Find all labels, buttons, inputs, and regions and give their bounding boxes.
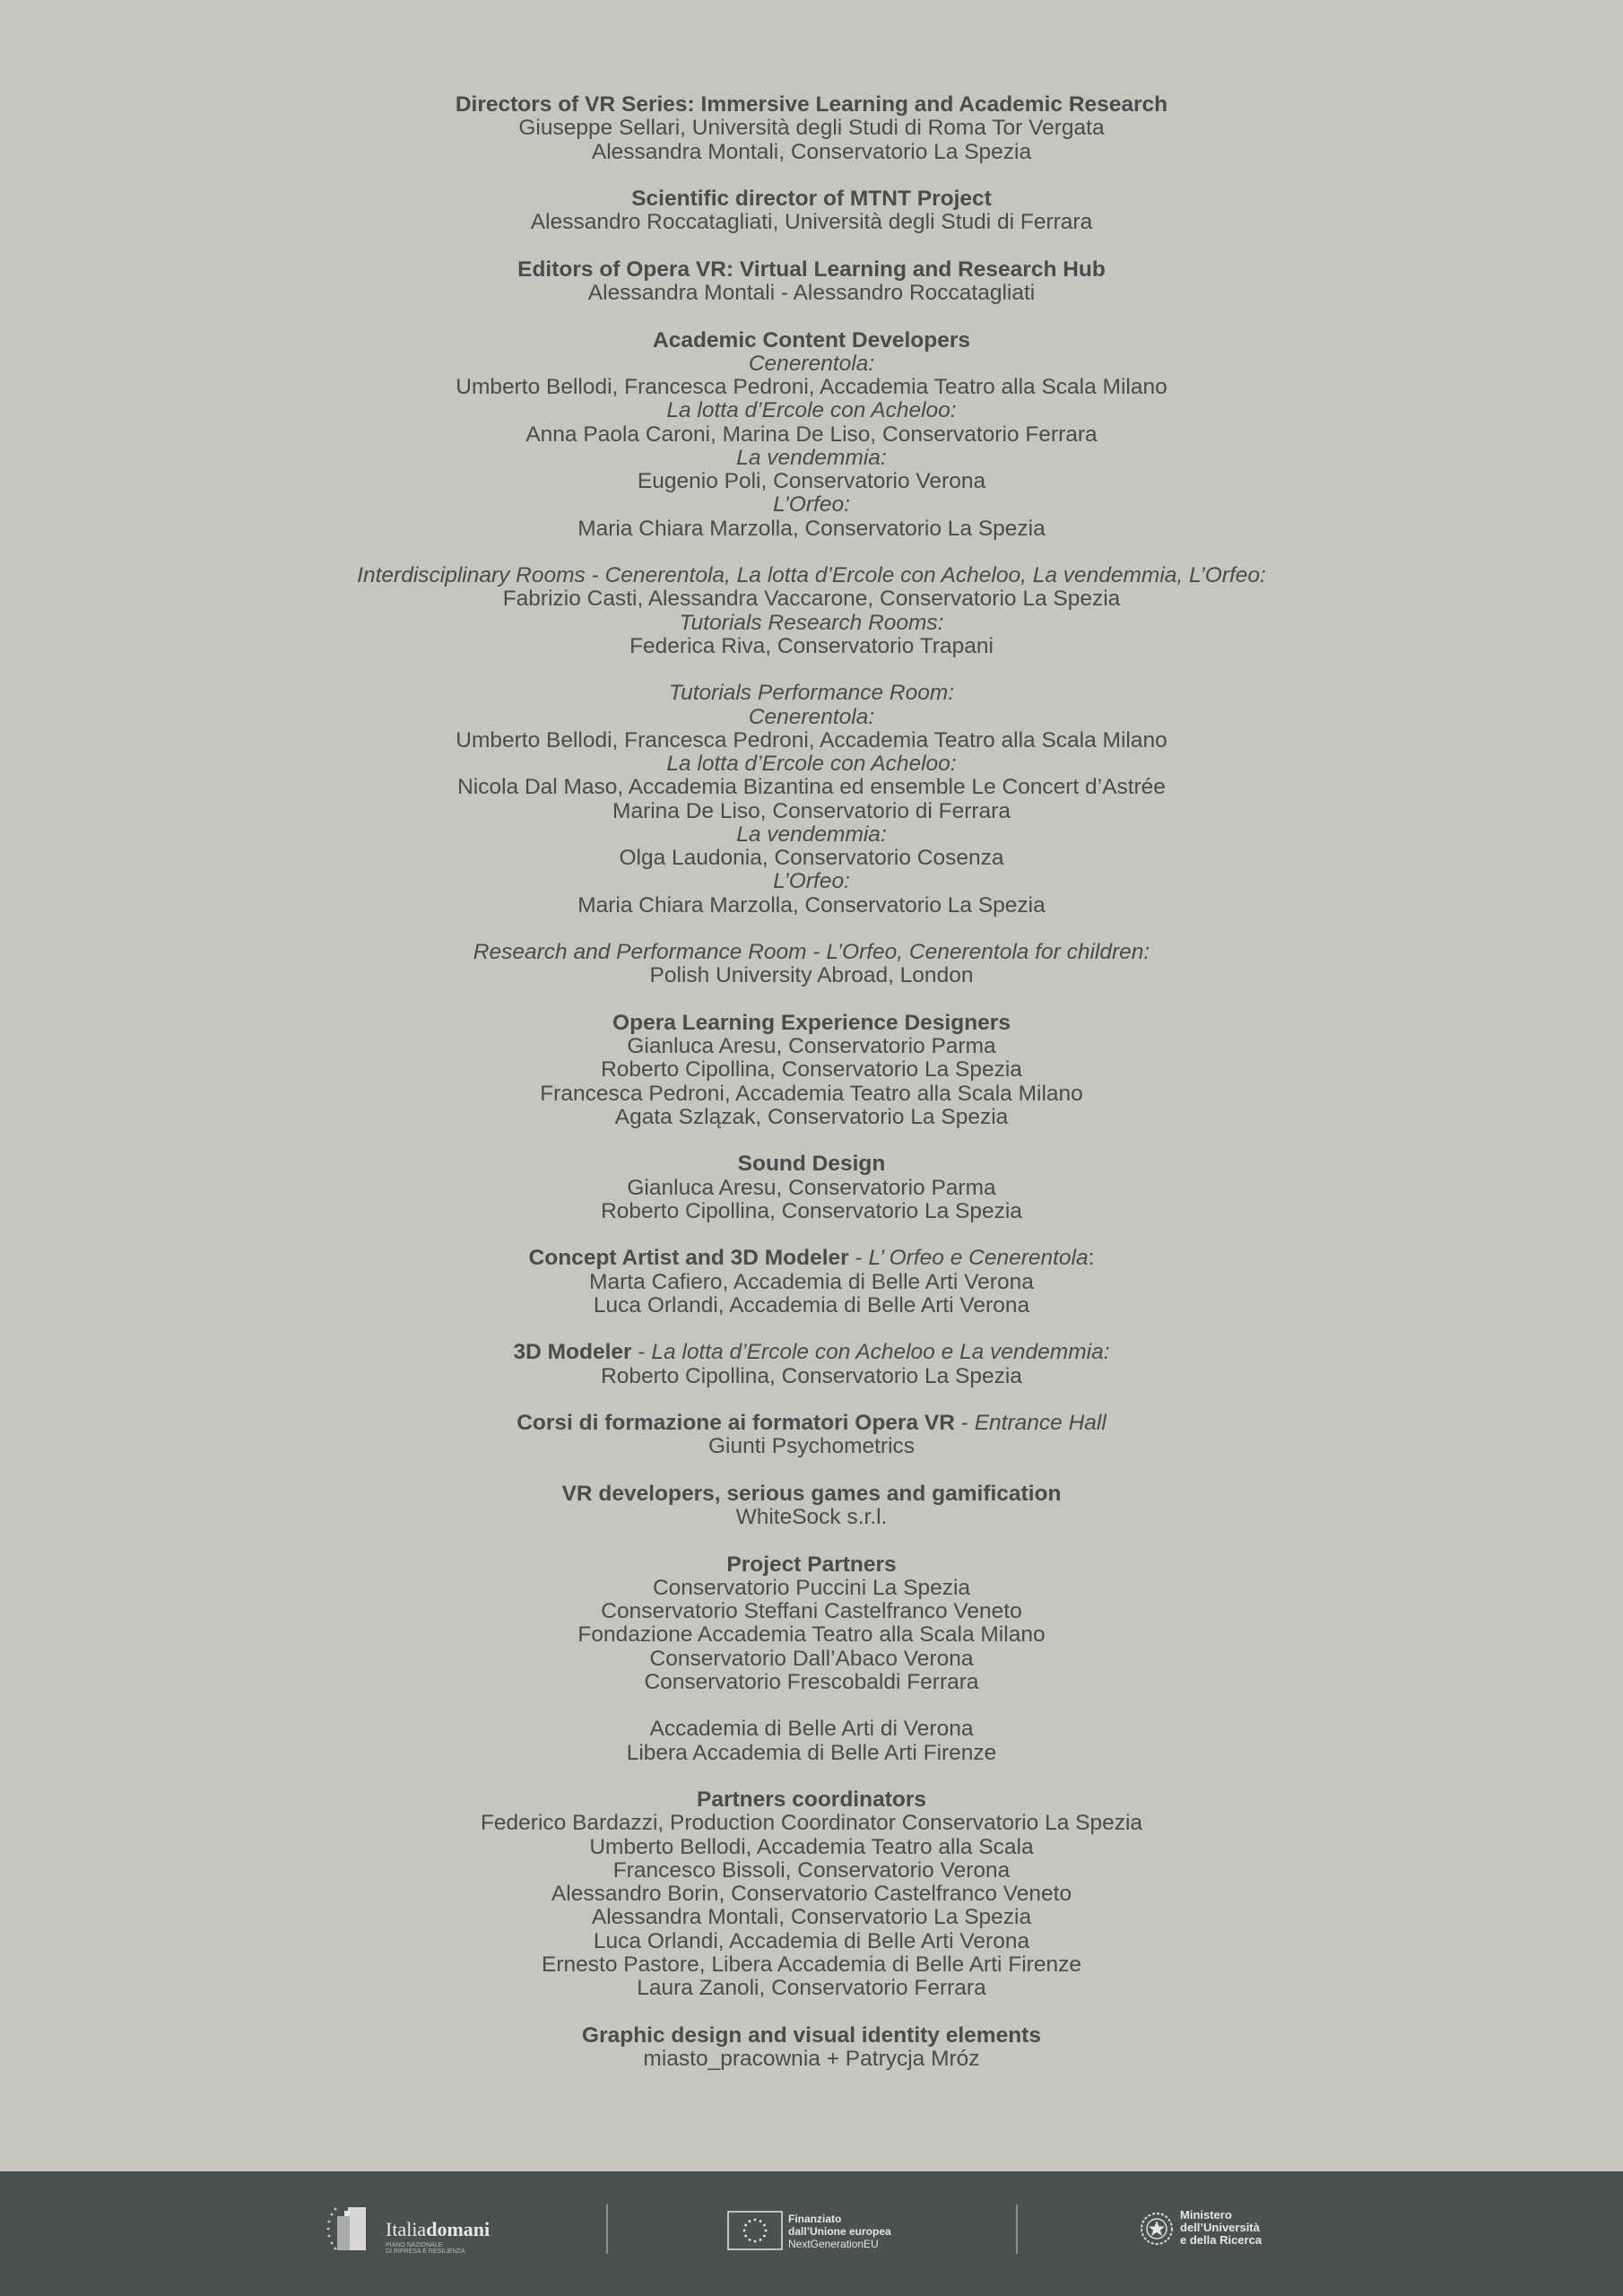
credit-text: Alessandro Borin, Conservatorio Castelfranco Veneto xyxy=(551,1882,1072,1906)
credit-block xyxy=(0,1412,1623,1459)
credit-text: Francesco Bissoli, Conservatorio Verona xyxy=(612,1857,1011,1883)
credit-text: - xyxy=(954,1411,975,1435)
credit-heading: Concept Artist and 3D Modeler xyxy=(528,1246,849,1271)
credit-text: Conservatorio Dall’Abaco Verona xyxy=(649,1646,974,1671)
credit-block xyxy=(0,1483,1623,1530)
credit-subheading: La lotta d’Ercole con Acheloo: xyxy=(666,752,957,776)
credit-line xyxy=(0,493,1623,517)
credit-line xyxy=(0,776,1623,799)
credit-line xyxy=(0,1435,1623,1458)
credit-line xyxy=(0,1883,1623,1906)
credit-line xyxy=(0,1859,1623,1883)
credit-text: - xyxy=(631,1340,652,1365)
credit-line xyxy=(0,517,1623,541)
footer-logo-bar xyxy=(0,2171,1623,2296)
credit-text: Olga Laudonia, Conservatorio Cosenza xyxy=(619,846,1004,870)
credit-line xyxy=(0,399,1623,422)
credit-text: Roberto Cipollina, Conservatorio La Spezia xyxy=(601,1057,1022,1083)
credit-block xyxy=(0,1247,1623,1318)
credit-heading: Directors of VR Series: Immersive Learning and Academic Research xyxy=(455,92,1168,117)
credit-block xyxy=(0,187,1623,235)
italia-flag-icon xyxy=(325,2205,380,2254)
credit-text: Accademia di Belle Arti di Verona xyxy=(649,1717,974,1742)
credit-text: - xyxy=(848,1246,869,1271)
credit-subheading: Tutorials Research Rooms: xyxy=(679,610,944,635)
eu-flag-icon xyxy=(727,2211,783,2250)
credit-line xyxy=(0,1648,1623,1671)
credit-text: Conservatorio Steffani Castelfranco Veneto xyxy=(601,1599,1022,1623)
credit-text: Roberto Cipollina, Conservatorio La Spezia xyxy=(601,1198,1022,1223)
italia-domani-logo xyxy=(325,2205,495,2256)
credit-heading: VR developers, serious games and gamification xyxy=(561,1481,1062,1506)
credit-line xyxy=(0,1906,1623,1929)
credit-line xyxy=(0,823,1623,847)
eu-funding-logo xyxy=(727,2211,907,2254)
credit-subheading: La lotta d’Ercole con Acheloo e La vendemmia: xyxy=(651,1340,1110,1365)
credit-line xyxy=(0,117,1623,140)
credit-line xyxy=(0,1106,1623,1129)
credit-line xyxy=(0,706,1623,729)
credit-heading: Graphic design and visual identity elements xyxy=(582,2022,1041,2048)
credit-heading: 3D Modeler xyxy=(513,1340,632,1365)
ministry-logo-line3: e della Ricerca xyxy=(1180,2233,1263,2247)
credit-line xyxy=(0,258,1623,282)
credit-line xyxy=(0,447,1623,470)
credit-line xyxy=(0,635,1623,658)
credit-line xyxy=(0,1247,1623,1270)
credit-line xyxy=(0,847,1623,870)
credit-subheading: Interdisciplinary Rooms - Cenerentola, La lotta d’Ercole con Acheloo, La vendemmia, L’Orfeo: xyxy=(357,563,1266,587)
credit-subheading: La vendemmia: xyxy=(736,445,887,470)
credit-text: Luca Orlandi, Accademia di Belle Arti Verona xyxy=(593,1928,1030,1953)
credit-line xyxy=(0,1412,1623,1435)
credit-line xyxy=(0,800,1623,823)
credit-block xyxy=(0,682,1623,918)
credit-subheading: Tutorials Performance Room: xyxy=(668,681,955,706)
credit-line xyxy=(0,1271,1623,1294)
credit-line xyxy=(0,587,1623,611)
credit-line xyxy=(0,1152,1623,1176)
credit-line xyxy=(0,376,1623,399)
credit-block xyxy=(0,1341,1623,1388)
ministry-logo-line1: Ministero xyxy=(1180,2208,1232,2222)
credit-text: Umberto Bellodi, Accademia Teatro alla Scala xyxy=(589,1834,1034,1859)
credit-subheading: Entrance Hall xyxy=(974,1411,1107,1435)
credit-line xyxy=(0,1671,1623,1694)
credit-line xyxy=(0,941,1623,964)
credit-line xyxy=(0,612,1623,635)
credit-text: Alessandra Montali - Alessandro Roccatagliati xyxy=(587,281,1036,305)
credit-text: Conservatorio Puccini La Spezia xyxy=(652,1575,971,1600)
credit-subheading: La lotta d’Ercole con Acheloo: xyxy=(666,398,957,423)
credit-heading: Corsi di formazione ai formatori Opera VR xyxy=(516,1411,955,1435)
credit-line xyxy=(0,187,1623,211)
credit-line xyxy=(0,352,1623,376)
italia-logo-sub2: DI RIPRESA E RESILIENZA xyxy=(386,2248,465,2255)
credit-text: Federica Riva, Conservatorio Trapani xyxy=(629,633,994,658)
credit-line xyxy=(0,1083,1623,1106)
credit-line xyxy=(0,2048,1623,2071)
credit-heading: Partners coordinators xyxy=(697,1787,926,1812)
footer-divider-1 xyxy=(606,2205,608,2254)
credit-line xyxy=(0,870,1623,893)
credit-subheading: L’Orfeo: xyxy=(773,869,850,894)
credit-text: WhiteSock s.r.l. xyxy=(735,1505,888,1529)
credit-heading: Academic Content Developers xyxy=(653,327,970,352)
credit-text: Gianluca Aresu, Conservatorio Parma xyxy=(627,1175,996,1200)
credit-line xyxy=(0,1200,1623,1223)
credit-line xyxy=(0,1812,1623,1835)
credit-text: Libera Accademia di Belle Arti Firenze xyxy=(626,1740,997,1765)
credit-subheading: Research and Performance Room - L’Orfeo, Cenerentola for children: xyxy=(473,940,1150,964)
credit-text: Ernesto Pastore, Libera Accademia di Belle Arti Firenze xyxy=(542,1952,1081,1977)
credit-text: Federico Bardazzi, Production Coordinator Conservatorio La Spezia xyxy=(480,1811,1143,1836)
credit-text: Roberto Cipollina, Conservatorio La Spezia xyxy=(601,1363,1022,1388)
credit-block xyxy=(0,1788,1623,2000)
italia-logo-suffix: domani xyxy=(426,2218,490,2240)
credit-line xyxy=(0,1483,1623,1506)
credit-heading: Sound Design xyxy=(737,1152,886,1177)
credit-block xyxy=(0,1152,1623,1223)
credit-subheading: Cenerentola: xyxy=(748,351,875,376)
credit-block xyxy=(0,564,1623,658)
credit-line xyxy=(0,894,1623,918)
credit-line xyxy=(0,329,1623,352)
credit-line xyxy=(0,1341,1623,1364)
credit-line xyxy=(0,282,1623,305)
credit-text: Fondazione Accademia Teatro alla Scala Milano xyxy=(577,1622,1046,1648)
credit-block xyxy=(0,1012,1623,1129)
credit-block xyxy=(0,329,1623,541)
credit-subheading: L’ Orfeo e Cenerentola xyxy=(868,1246,1089,1271)
credit-line xyxy=(0,470,1623,493)
credit-subheading: La vendemmia: xyxy=(736,822,887,847)
credit-line xyxy=(0,2024,1623,2048)
credit-line xyxy=(0,1718,1623,1741)
credit-block xyxy=(0,258,1623,306)
credit-line xyxy=(0,1506,1623,1529)
eu-logo-line3: NextGenerationEU xyxy=(788,2238,879,2250)
credit-text: Maria Chiara Marzolla, Conservatorio La Spezia xyxy=(577,892,1046,918)
credit-line xyxy=(0,682,1623,705)
credit-line xyxy=(0,1553,1623,1577)
credits-list xyxy=(0,93,1623,2094)
credit-text: Umberto Bellodi, Francesca Pedroni, Accademia Teatro alla Scala Milano xyxy=(456,727,1167,752)
credit-line xyxy=(0,1742,1623,1765)
credit-line xyxy=(0,1365,1623,1388)
credit-heading: Opera Learning Experience Designers xyxy=(612,1010,1011,1035)
credit-line xyxy=(0,1953,1623,1977)
credit-text: Gianluca Aresu, Conservatorio Parma xyxy=(627,1034,996,1058)
credit-line xyxy=(0,1623,1623,1647)
credit-text: Conservatorio Frescobaldi Ferrara xyxy=(644,1669,979,1694)
credit-text: Eugenio Poli, Conservatorio Verona xyxy=(637,469,986,493)
ministry-logo xyxy=(1139,2207,1300,2252)
credit-text: Maria Chiara Marzolla, Conservatorio La Spezia xyxy=(577,516,1046,541)
eu-logo-line1: Finanziato xyxy=(788,2213,842,2225)
credit-text: Marta Cafiero, Accademia di Belle Arti Verona xyxy=(589,1269,1034,1294)
credit-heading: Project Partners xyxy=(726,1552,897,1577)
credit-line xyxy=(0,729,1623,752)
credit-text: Alessandra Montali, Conservatorio La Spezia xyxy=(591,1905,1032,1930)
credit-line xyxy=(0,1177,1623,1200)
footer-divider-2 xyxy=(1016,2205,1018,2254)
credit-text: miasto_pracownia + Patrycja Mróz xyxy=(643,2046,980,2071)
credit-block xyxy=(0,1718,1623,1765)
credit-text: Francesca Pedroni, Accademia Teatro alla Scala Milano xyxy=(540,1081,1083,1106)
credit-text: Nicola Dal Maso, Accademia Bizantina ed ensemble Le Concert d’Astrée xyxy=(457,775,1166,800)
credit-subheading: Cenerentola: xyxy=(748,704,875,729)
credit-text: : xyxy=(1088,1246,1095,1271)
credit-heading: Scientific director of MTNT Project xyxy=(631,187,992,211)
credit-line xyxy=(0,1930,1623,1953)
ministry-logo-line2: dell’Università xyxy=(1180,2221,1260,2234)
credit-line xyxy=(0,1977,1623,2000)
credit-line xyxy=(0,1836,1623,1859)
credit-line xyxy=(0,1012,1623,1035)
italia-logo-sub1: PIANO NAZIONALE xyxy=(386,2242,443,2248)
credit-text: Polish University Abroad, London xyxy=(649,963,974,988)
credit-line xyxy=(0,1577,1623,1600)
credit-block xyxy=(0,2024,1623,2072)
credit-line xyxy=(0,423,1623,447)
credit-line xyxy=(0,564,1623,587)
eu-logo-line2: dall’Unione europea xyxy=(788,2225,891,2238)
credit-line xyxy=(0,964,1623,987)
credit-text: Laura Zanoli, Conservatorio Ferrara xyxy=(637,1976,986,2000)
credit-line xyxy=(0,141,1623,164)
credit-text: Giuseppe Sellari, Università degli Studi di Roma Tor Vergata xyxy=(518,116,1105,141)
credit-line xyxy=(0,1600,1623,1623)
credit-text: Alessandro Roccatagliati, Università degli Studi di Ferrara xyxy=(530,210,1093,235)
italia-logo-prefix: Italia xyxy=(386,2218,427,2240)
credit-text: Marina De Liso, Conservatorio di Ferrara xyxy=(612,798,1011,823)
credit-text: Agata Szlązak, Conservatorio La Spezia xyxy=(614,1104,1009,1129)
credit-text: Luca Orlandi, Accademia di Belle Arti Verona xyxy=(593,1292,1030,1318)
credit-line xyxy=(0,1058,1623,1082)
credit-block xyxy=(0,93,1623,164)
credit-heading: Editors of Opera VR: Virtual Learning and Research Hub xyxy=(517,257,1106,282)
credit-block xyxy=(0,941,1623,988)
credit-subheading: L’Orfeo: xyxy=(773,492,850,517)
credit-block xyxy=(0,1553,1623,1695)
credit-text: Fabrizio Casti, Alessandra Vaccarone, Conservatorio La Spezia xyxy=(502,587,1121,612)
credit-line xyxy=(0,1035,1623,1058)
credit-line xyxy=(0,211,1623,234)
credit-line xyxy=(0,1294,1623,1318)
emblem-icon xyxy=(1139,2209,1175,2248)
credit-line xyxy=(0,752,1623,776)
credit-text: Anna Paola Caroni, Marina De Liso, Conservatorio Ferrara xyxy=(525,422,1098,447)
credit-text: Umberto Bellodi, Francesca Pedroni, Accademia Teatro alla Scala Milano xyxy=(456,375,1167,399)
credit-line xyxy=(0,1788,1623,1812)
credit-text: Alessandra Montali, Conservatorio La Spezia xyxy=(591,139,1032,164)
credit-text: Giunti Psychometrics xyxy=(707,1434,916,1459)
credit-line xyxy=(0,93,1623,117)
